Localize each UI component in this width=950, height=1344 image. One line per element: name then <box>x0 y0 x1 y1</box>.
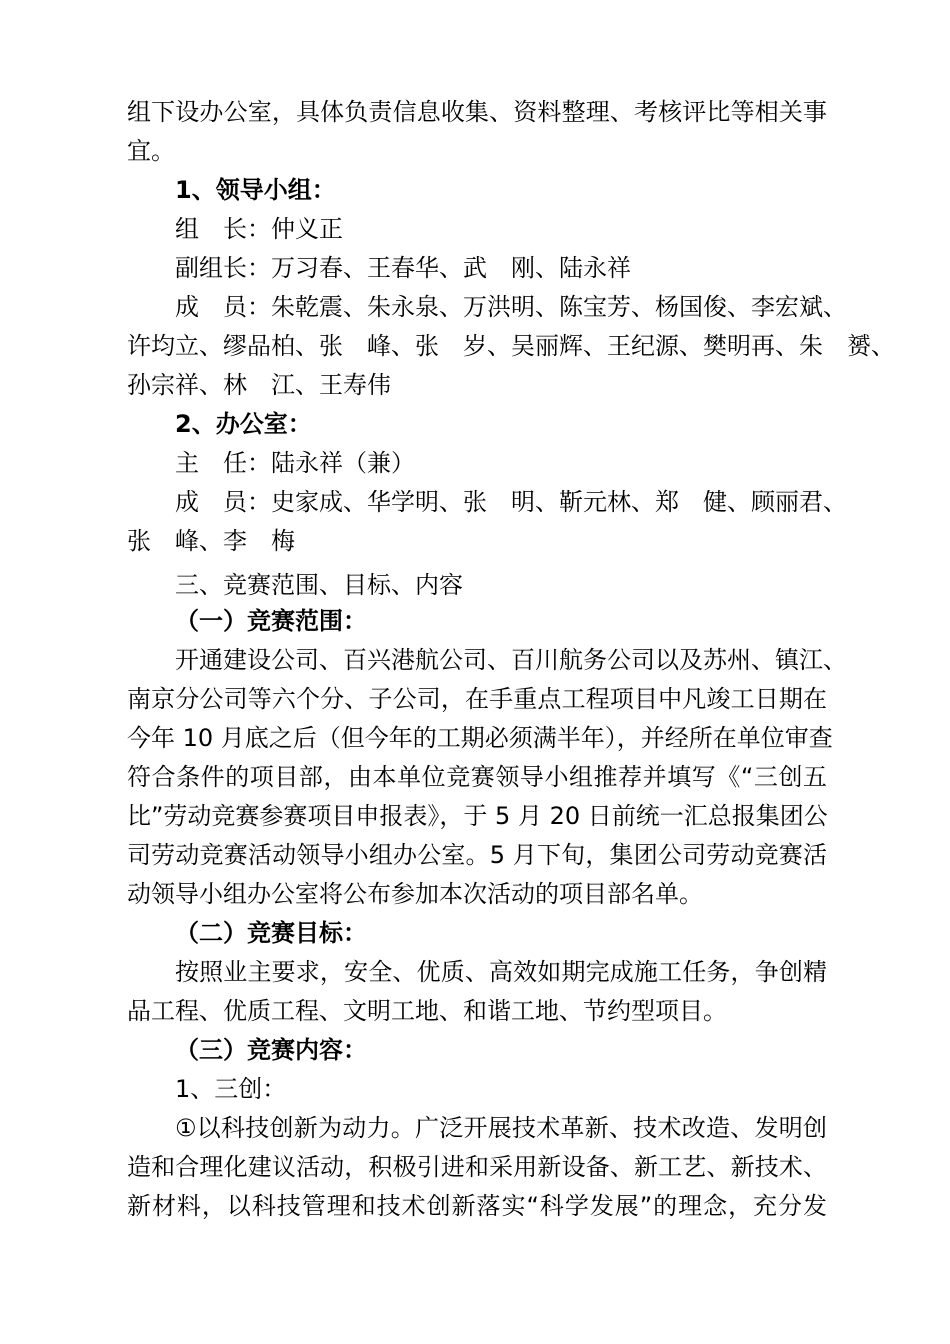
subheading-competition-goals: （二）竞赛目标： <box>175 919 367 947</box>
members-line: 孙宗祥、林 江、王寿伟 <box>127 371 391 399</box>
deputy-leader-line: 副组长：万习春、王春华、武 刚、陆永祥 <box>175 254 631 282</box>
group-leader-line: 组 长：仲义正 <box>175 215 343 243</box>
members-line: 成 员：朱乾震、朱永泉、万洪明、陈宝芳、杨国俊、李宏斌、 <box>175 293 847 321</box>
subheading-competition-scope: （一）竞赛范围： <box>175 607 367 635</box>
paragraph-line: 品工程、优质工程、文明工地、和谐工地、节约型项目。 <box>127 997 727 1025</box>
item-heading-three-creations: 1、三创： <box>175 1075 287 1103</box>
paragraph-line: 造和合理化建议活动，积极引进和采用新设备、新工艺、新技术、 <box>127 1153 827 1181</box>
office-members-line: 张 峰、李 梅 <box>127 527 295 555</box>
chapter-heading-scope-goals-content: 三、竞赛范围、目标、内容 <box>175 571 463 599</box>
office-members-line: 成 员：史家成、华学明、张 明、靳元林、郑 健、顾丽君、 <box>175 488 847 516</box>
office-director-line: 主 任：陆永祥（兼） <box>175 449 415 477</box>
paragraph-line: 动领导小组办公室将公布参加本次活动的项目部名单。 <box>127 880 703 908</box>
subheading-competition-content: （三）竞赛内容： <box>175 1036 367 1064</box>
section-heading-leadership-group: 1、领导小组： <box>175 176 336 204</box>
paragraph-line: ①以科技创新为动力。广泛开展技术革新、技术改造、发明创 <box>175 1114 827 1142</box>
members-line: 许均立、缪品柏、张 峰、张 岁、吴丽辉、王纪源、樊明再、朱 赟、 <box>127 332 895 360</box>
paragraph-line: 比”劳动竞赛参赛项目申报表》，于 5 月 20 日前统一汇总报集团公 <box>127 802 828 830</box>
paragraph-line: 司劳动竞赛活动领导小组办公室。5 月下旬，集团公司劳动竞赛活 <box>127 841 827 869</box>
paragraph-line: 南京分公司等六个分、子公司，在手重点工程项目中凡竣工日期在 <box>127 685 827 713</box>
paragraph-line: 宜。 <box>127 137 175 165</box>
paragraph-line: 按照业主要求，安全、优质、高效如期完成施工任务，争创精 <box>175 958 827 986</box>
paragraph-line: 组下设办公室，具体负责信息收集、资料整理、考核评比等相关事 <box>127 98 827 126</box>
paragraph-line: 符合条件的项目部，由本单位竞赛领导小组推荐并填写《“三创五 <box>127 763 827 791</box>
paragraph-line: 新材料，以科技管理和技术创新落实“科学发展”的理念，充分发 <box>127 1192 827 1220</box>
paragraph-line: 开通建设公司、百兴港航公司、百川航务公司以及苏州、镇江、 <box>175 646 847 674</box>
paragraph-line: 今年 10 月底之后（但今年的工期必须满半年），并经所在单位审查 <box>127 724 833 752</box>
section-heading-office: 2、办公室： <box>175 410 312 438</box>
